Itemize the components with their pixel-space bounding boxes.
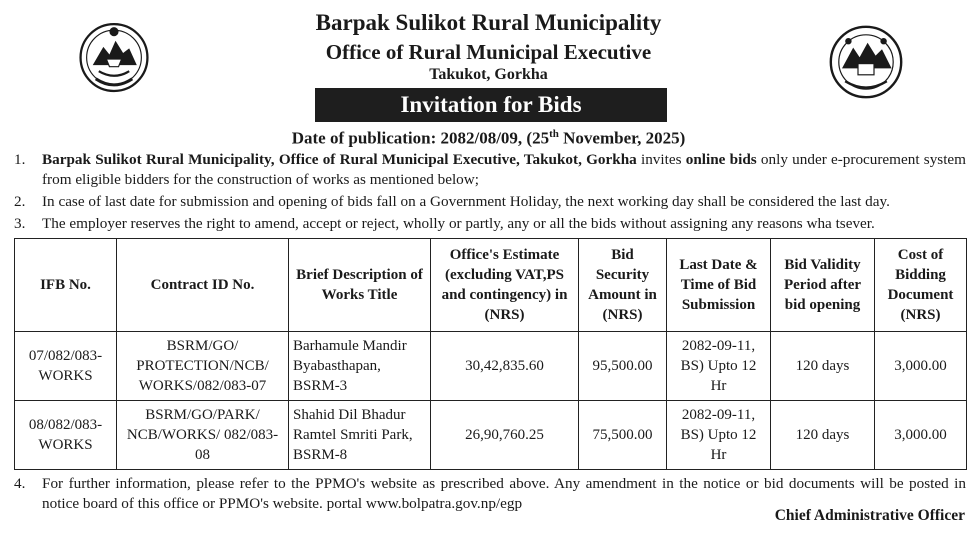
cell-estimate: 26,90,760.25 xyxy=(431,401,579,470)
col-document-cost: Cost of Bidding Document (NRS) xyxy=(875,239,967,332)
col-ifb-no: IFB No. xyxy=(15,239,117,332)
table-header-row xyxy=(15,239,967,332)
cell-document-cost: 3,000.00 xyxy=(875,332,967,401)
cell-validity: 120 days xyxy=(771,332,875,401)
bids-table xyxy=(14,238,967,470)
municipality-name: Barpak Sulikot Rural Municipality xyxy=(315,10,662,35)
cell-last-date: 2082-09-11, BS) Upto 12 Hr xyxy=(667,401,771,470)
cell-estimate: 30,42,835.60 xyxy=(431,332,579,401)
col-description: Brief Description of Works Title xyxy=(289,239,431,332)
point-1: 1. Barpak Sulikot Rural Municipality, Office of Rural Municipal Executive, Takukot, Gorkha invites online bids only under e-procurement system from eligible bidders for the construction of works as mentioned below; xyxy=(14,151,966,188)
col-bid-security: Bid Security Amount in (NRS) xyxy=(579,239,667,332)
cell-description: Barhamule Mandir Byabasthapan, BSRM-3 xyxy=(289,332,431,401)
point-2: 2. In case of last date for submission and opening of bids fall on a Government Holiday, the next working day shall be considered the last day. xyxy=(14,193,890,210)
table-row xyxy=(15,332,967,401)
cell-contract-id: BSRM/GO/PARK/ NCB/WORKS/ 082/083-08 xyxy=(117,401,289,470)
cell-ifb-no: 08/082/083-WORKS xyxy=(15,401,117,470)
publication-date: Date of publication: 2082/08/09, (25th November, 2025) xyxy=(291,128,686,148)
point-3: 3. The employer reserves the right to amend, accept or reject, wholly or partly, any or all the bids without assigning any reasons wha tsever. xyxy=(14,215,875,232)
notice-title: Invitation for Bids xyxy=(315,88,667,122)
table-row xyxy=(15,401,967,470)
point-4: 4. For further information, please refer to the PPMO's website as prescribed above. Any amendment in the notice or bid documents will be posted in notice board of this office or PPMO's website. portal www.bolpatra.gov.np/egp xyxy=(14,475,966,512)
cell-validity: 120 days xyxy=(771,401,875,470)
col-validity: Bid Validity Period after bid opening xyxy=(771,239,875,332)
col-contract-id: Contract ID No. xyxy=(117,239,289,332)
cell-description: Shahid Dil Bhadur Ramtel Smriti Park, BSRM-8 xyxy=(289,401,431,470)
cell-bid-security: 95,500.00 xyxy=(579,332,667,401)
col-last-date: Last Date & Time of Bid Submission xyxy=(667,239,771,332)
cell-document-cost: 3,000.00 xyxy=(875,401,967,470)
cell-contract-id: BSRM/GO/ PROTECTION/NCB/ WORKS/082/083-07 xyxy=(117,332,289,401)
col-estimate: Office's Estimate (excluding VAT,PS and contingency) in (NRS) xyxy=(431,239,579,332)
office-name: Office of Rural Municipal Executive xyxy=(325,40,652,64)
cell-last-date: 2082-09-11, BS) Upto 12 Hr xyxy=(667,332,771,401)
office-address: Takukot, Gorkha xyxy=(429,66,548,83)
cell-bid-security: 75,500.00 xyxy=(579,401,667,470)
signature-title: Chief Administrative Officer xyxy=(774,507,965,524)
cell-ifb-no: 07/082/083-WORKS xyxy=(15,332,117,401)
